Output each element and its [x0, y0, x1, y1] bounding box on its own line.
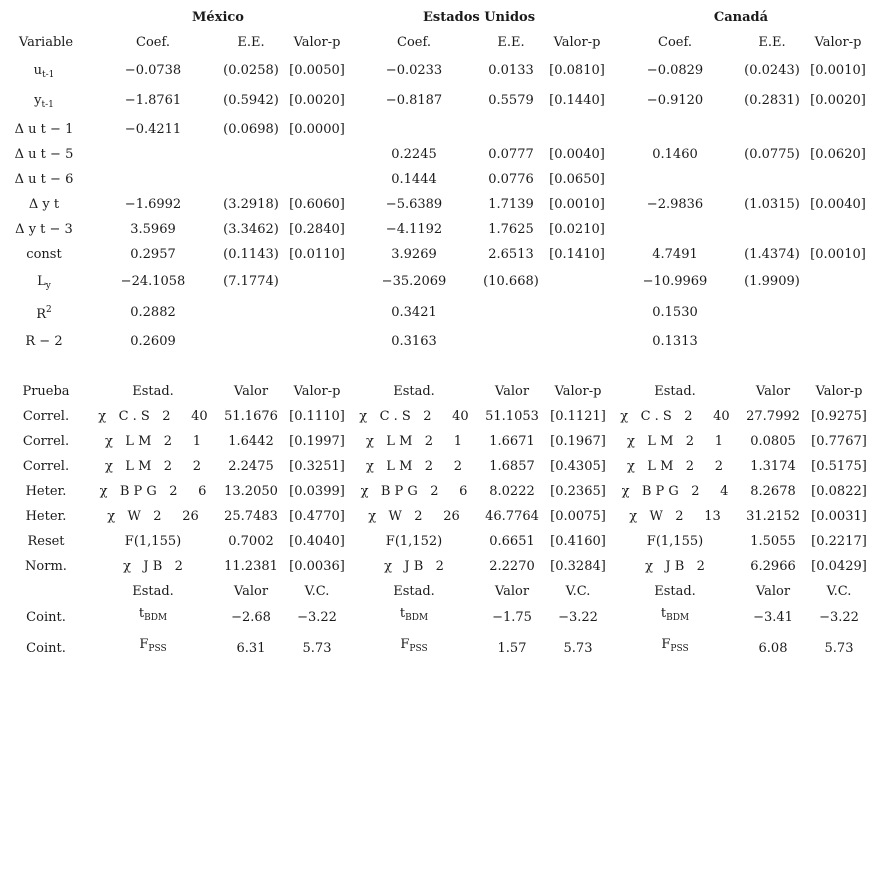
- variable-label: [29, 198, 59, 211]
- test-cell: 51.1676: [224, 409, 278, 424]
- test-label: Heter.: [25, 484, 67, 499]
- coef-cell: 0.2882: [130, 305, 176, 320]
- test-label: Reset: [27, 534, 65, 549]
- variable-symbol: L: [37, 274, 46, 289]
- test-statistic: χ W 2 26: [368, 509, 460, 524]
- test-cell: 0.0805: [750, 434, 796, 449]
- column-header: Valor-p: [293, 384, 341, 399]
- test-cell: 27.7992: [746, 409, 800, 424]
- test-statistic: F(1,155): [124, 534, 182, 549]
- test-cell: [0.4305]: [550, 459, 606, 474]
- coint-statistic: [400, 638, 427, 654]
- coint-value: −1.75: [492, 610, 532, 625]
- test-cell: [0.1110]: [289, 409, 345, 424]
- test-cell: 1.6857: [489, 459, 535, 474]
- test-cell: [0.1121]: [550, 409, 606, 424]
- coint-value: −2.68: [231, 610, 271, 625]
- coef-cell: 1.7139: [488, 197, 534, 212]
- coint-statistic: [661, 607, 689, 623]
- test-label: Correl.: [22, 459, 70, 474]
- test-cell: 2.2270: [489, 559, 535, 574]
- test-cell: 51.1053: [485, 409, 539, 424]
- statistic-symbol: t: [138, 606, 145, 621]
- statistic-subscript: BDM: [666, 613, 690, 623]
- variable-subscript: t-1: [41, 70, 55, 80]
- statistic-subscript: PSS: [409, 644, 428, 654]
- coint-value: 6.31: [236, 641, 266, 656]
- test-cell: [0.5175]: [811, 459, 867, 474]
- test-cell: 25.7483: [224, 509, 278, 524]
- test-cell: [0.0429]: [811, 559, 867, 574]
- test-cell: [0.0075]: [550, 509, 606, 524]
- column-header: Coef.: [136, 35, 170, 50]
- column-header: V.C.: [565, 584, 591, 599]
- variable-label: [15, 173, 74, 186]
- coef-cell: −10.9969: [642, 274, 708, 289]
- statistic-symbol: t: [660, 606, 667, 621]
- test-statistic: F(1,155): [646, 534, 704, 549]
- variable-label: [25, 335, 62, 348]
- column-header: V.C.: [304, 584, 330, 599]
- column-header: E.E.: [758, 35, 786, 50]
- coef-cell: 0.2245: [391, 147, 437, 162]
- test-statistic: χ L M 2 2: [105, 459, 201, 474]
- column-header: Coef.: [397, 35, 431, 50]
- test-cell: 31.2152: [746, 509, 800, 524]
- variable-label: [34, 64, 55, 80]
- column-header: Estad.: [654, 384, 696, 399]
- variable-symbol: R − 2: [25, 334, 63, 349]
- test-cell: [0.0036]: [289, 559, 345, 574]
- column-header: Valor: [755, 584, 791, 599]
- column-header: Coef.: [658, 35, 692, 50]
- test-label: Correl.: [22, 409, 70, 424]
- test-cell: [0.4160]: [550, 534, 606, 549]
- test-statistic: χ C . S 2 40: [359, 409, 469, 424]
- variable-header: Variable: [18, 35, 74, 50]
- test-cell: [0.7767]: [811, 434, 867, 449]
- test-cell: 1.6671: [489, 434, 535, 449]
- test-cell: [0.3251]: [289, 459, 345, 474]
- test-statistic: χ W 2 13: [629, 509, 721, 524]
- coef-cell: 0.3421: [391, 305, 437, 320]
- coef-cell: 0.5579: [488, 93, 534, 108]
- coef-cell: −5.6389: [385, 197, 443, 212]
- coef-cell: 3.9269: [391, 247, 437, 262]
- column-header: Valor: [755, 384, 791, 399]
- test-cell: 1.3174: [750, 459, 796, 474]
- test-cell: 2.2475: [228, 459, 274, 474]
- coef-cell: −0.0829: [646, 63, 704, 78]
- test-cell: 46.7764: [485, 509, 539, 524]
- variable-label: [34, 94, 54, 110]
- test-statistic: χ B P G 2 4: [621, 484, 729, 499]
- statistic-subscript: PSS: [670, 644, 689, 654]
- variable-label: [15, 223, 73, 236]
- coef-cell: [0.0020]: [289, 93, 345, 108]
- coef-cell: (0.0258): [223, 63, 279, 78]
- coint-critical-value: −3.22: [297, 610, 337, 625]
- coef-cell: [0.0010]: [549, 197, 605, 212]
- coef-cell: −24.1058: [120, 274, 186, 289]
- test-statistic: χ W 2 26: [107, 509, 199, 524]
- coint-label: Coint.: [26, 610, 66, 625]
- coint-critical-value: 5.73: [824, 641, 854, 656]
- country-header: México: [192, 10, 244, 25]
- column-header: Valor: [494, 584, 530, 599]
- column-header: Valor: [494, 384, 530, 399]
- country-header: Estados Unidos: [422, 10, 536, 25]
- coef-cell: [0.2840]: [289, 222, 345, 237]
- test-cell: 1.6442: [228, 434, 274, 449]
- coef-cell: (1.4374): [744, 247, 800, 262]
- coef-cell: (0.1143): [223, 247, 279, 262]
- column-header: Valor-p: [554, 384, 602, 399]
- test-cell: [0.9275]: [811, 409, 867, 424]
- coef-cell: [0.0000]: [289, 122, 345, 137]
- test-statistic: F(1,152): [385, 534, 443, 549]
- coef-cell: (0.0775): [744, 147, 800, 162]
- coef-cell: [0.0010]: [810, 247, 866, 262]
- prueba-header: Prueba: [22, 384, 70, 399]
- coint-critical-value: −3.22: [819, 610, 859, 625]
- test-statistic: χ L M 2 2: [366, 459, 462, 474]
- variable-label: [36, 306, 52, 321]
- statistic-symbol: F: [139, 637, 149, 652]
- test-label: Norm.: [25, 559, 67, 574]
- coef-cell: −0.9120: [646, 93, 704, 108]
- coef-cell: 3.5969: [130, 222, 176, 237]
- test-label: Correl.: [22, 434, 70, 449]
- test-cell: 0.7002: [228, 534, 274, 549]
- coint-statistic: [400, 607, 428, 623]
- test-statistic: χ C . S 2 40: [620, 409, 730, 424]
- column-header: Valor: [233, 384, 269, 399]
- coint-statistic: [139, 607, 167, 623]
- statistic-subscript: BDM: [405, 613, 429, 623]
- coint-value: −3.41: [753, 610, 793, 625]
- test-cell: [0.0822]: [811, 484, 867, 499]
- coint-critical-value: 5.73: [563, 641, 593, 656]
- country-header: Canadá: [713, 10, 769, 25]
- coef-cell: (7.1774): [223, 274, 279, 289]
- test-statistic: χ L M 2 1: [366, 434, 462, 449]
- coef-cell: 4.7491: [652, 247, 698, 262]
- statistic-subscript: BDM: [144, 613, 168, 623]
- coint-critical-value: 5.73: [302, 641, 332, 656]
- variable-label: [26, 248, 61, 261]
- coef-cell: [0.0620]: [810, 147, 866, 162]
- coef-cell: [0.0040]: [549, 147, 605, 162]
- test-statistic: χ J B 2: [123, 559, 183, 574]
- test-statistic: χ B P G 2 6: [99, 484, 207, 499]
- coint-label: Coint.: [26, 641, 66, 656]
- test-cell: [0.2217]: [811, 534, 867, 549]
- column-header: Valor-p: [815, 384, 863, 399]
- variable-symbol: u: [33, 63, 42, 78]
- test-cell: 11.2381: [224, 559, 278, 574]
- test-cell: [0.4040]: [289, 534, 345, 549]
- coef-cell: 0.1460: [652, 147, 698, 162]
- column-header: V.C.: [826, 584, 852, 599]
- variable-subscript: y: [45, 281, 51, 291]
- column-header: Valor-p: [814, 35, 862, 50]
- test-cell: [0.0031]: [811, 509, 867, 524]
- coef-cell: (0.0698): [223, 122, 279, 137]
- statistic-symbol: F: [400, 637, 410, 652]
- test-cell: 0.6651: [489, 534, 535, 549]
- column-header: E.E.: [497, 35, 525, 50]
- test-cell: [0.1997]: [289, 434, 345, 449]
- column-header: Estad.: [654, 584, 696, 599]
- test-statistic: χ L M 2 1: [105, 434, 201, 449]
- coef-cell: (0.2831): [744, 93, 800, 108]
- coef-cell: [0.6060]: [289, 197, 345, 212]
- test-statistic: χ B P G 2 6: [360, 484, 468, 499]
- column-header: Estad.: [132, 384, 174, 399]
- column-header: E.E.: [237, 35, 265, 50]
- coef-cell: (1.9909): [744, 274, 800, 289]
- test-cell: 8.0222: [489, 484, 535, 499]
- coef-cell: 0.3163: [391, 334, 437, 349]
- variable-symbol: Δ u t − 1: [14, 122, 74, 137]
- coef-cell: −0.0233: [385, 63, 443, 78]
- coef-cell: (0.0243): [744, 63, 800, 78]
- coef-cell: [0.1440]: [549, 93, 605, 108]
- test-cell: 8.2678: [750, 484, 796, 499]
- column-header: Estad.: [132, 584, 174, 599]
- variable-symbol: Δ y t − 3: [15, 222, 73, 237]
- test-cell: 13.2050: [224, 484, 278, 499]
- coef-cell: [0.1410]: [549, 247, 605, 262]
- variable-label: [37, 275, 51, 291]
- statistic-subscript: PSS: [148, 644, 167, 654]
- test-cell: [0.0399]: [289, 484, 345, 499]
- coint-value: 1.57: [497, 641, 527, 656]
- coef-cell: 0.0133: [488, 63, 534, 78]
- coef-cell: −0.8187: [385, 93, 443, 108]
- coef-cell: [0.0010]: [810, 63, 866, 78]
- coef-cell: −1.6992: [124, 197, 182, 212]
- column-header: Valor-p: [293, 35, 341, 50]
- variable-symbol: Δ y t: [28, 197, 60, 212]
- variable-symbol: Δ u t − 5: [14, 147, 74, 162]
- coef-cell: [0.0650]: [549, 172, 605, 187]
- variable-superscript: 2: [46, 305, 52, 315]
- coef-cell: [0.0210]: [549, 222, 605, 237]
- statistic-symbol: t: [399, 606, 406, 621]
- column-header: Estad.: [393, 384, 435, 399]
- variable-subscript: t-1: [41, 100, 54, 110]
- variable-label: [15, 123, 74, 136]
- coint-value: 6.08: [758, 641, 788, 656]
- coef-cell: 0.1530: [652, 305, 698, 320]
- test-label: Heter.: [25, 509, 67, 524]
- variable-symbol: y: [34, 93, 42, 108]
- coef-cell: [0.0810]: [549, 63, 605, 78]
- coef-cell: 0.2957: [130, 247, 176, 262]
- test-statistic: χ L M 2 2: [627, 459, 723, 474]
- variable-symbol: R: [36, 307, 47, 322]
- test-statistic: χ L M 2 1: [627, 434, 723, 449]
- coef-cell: 0.2609: [130, 334, 176, 349]
- coef-cell: −1.8761: [124, 93, 182, 108]
- coef-cell: 0.0776: [488, 172, 534, 187]
- coef-cell: 0.1444: [391, 172, 437, 187]
- coef-cell: −4.1192: [385, 222, 443, 237]
- test-cell: 6.2966: [750, 559, 796, 574]
- coint-critical-value: −3.22: [558, 610, 598, 625]
- coef-cell: −2.9836: [646, 197, 704, 212]
- coef-cell: (10.668): [483, 274, 539, 289]
- test-cell: [0.1967]: [550, 434, 606, 449]
- coef-cell: 0.0777: [488, 147, 534, 162]
- test-cell: [0.4770]: [289, 509, 345, 524]
- coef-cell: −0.0738: [124, 63, 182, 78]
- test-statistic: χ C . S 2 40: [98, 409, 208, 424]
- coint-statistic: [661, 638, 688, 654]
- coef-cell: 0.1313: [652, 334, 698, 349]
- coef-cell: −0.4211: [124, 122, 182, 137]
- test-statistic: χ J B 2: [645, 559, 705, 574]
- coef-cell: 2.6513: [488, 247, 534, 262]
- coef-cell: [0.0040]: [810, 197, 866, 212]
- coef-cell: −35.2069: [381, 274, 447, 289]
- variable-symbol: const: [26, 247, 62, 262]
- coef-cell: (0.5942): [223, 93, 279, 108]
- column-header: Estad.: [393, 584, 435, 599]
- variable-symbol: Δ u t − 6: [14, 172, 74, 187]
- test-statistic: χ J B 2: [384, 559, 444, 574]
- coef-cell: [0.0050]: [289, 63, 345, 78]
- coef-cell: [0.0020]: [810, 93, 866, 108]
- test-cell: [0.2365]: [550, 484, 606, 499]
- statistic-symbol: F: [661, 637, 671, 652]
- variable-label: [15, 148, 74, 161]
- coef-cell: (1.0315): [744, 197, 800, 212]
- coef-cell: 1.7625: [488, 222, 534, 237]
- coint-statistic: [139, 638, 166, 654]
- coef-cell: [0.0110]: [289, 247, 345, 262]
- column-header: Valor-p: [553, 35, 601, 50]
- coef-cell: (3.2918): [223, 197, 279, 212]
- column-header: Valor: [233, 584, 269, 599]
- coef-cell: (3.3462): [223, 222, 279, 237]
- test-cell: [0.3284]: [550, 559, 606, 574]
- test-cell: 1.5055: [750, 534, 796, 549]
